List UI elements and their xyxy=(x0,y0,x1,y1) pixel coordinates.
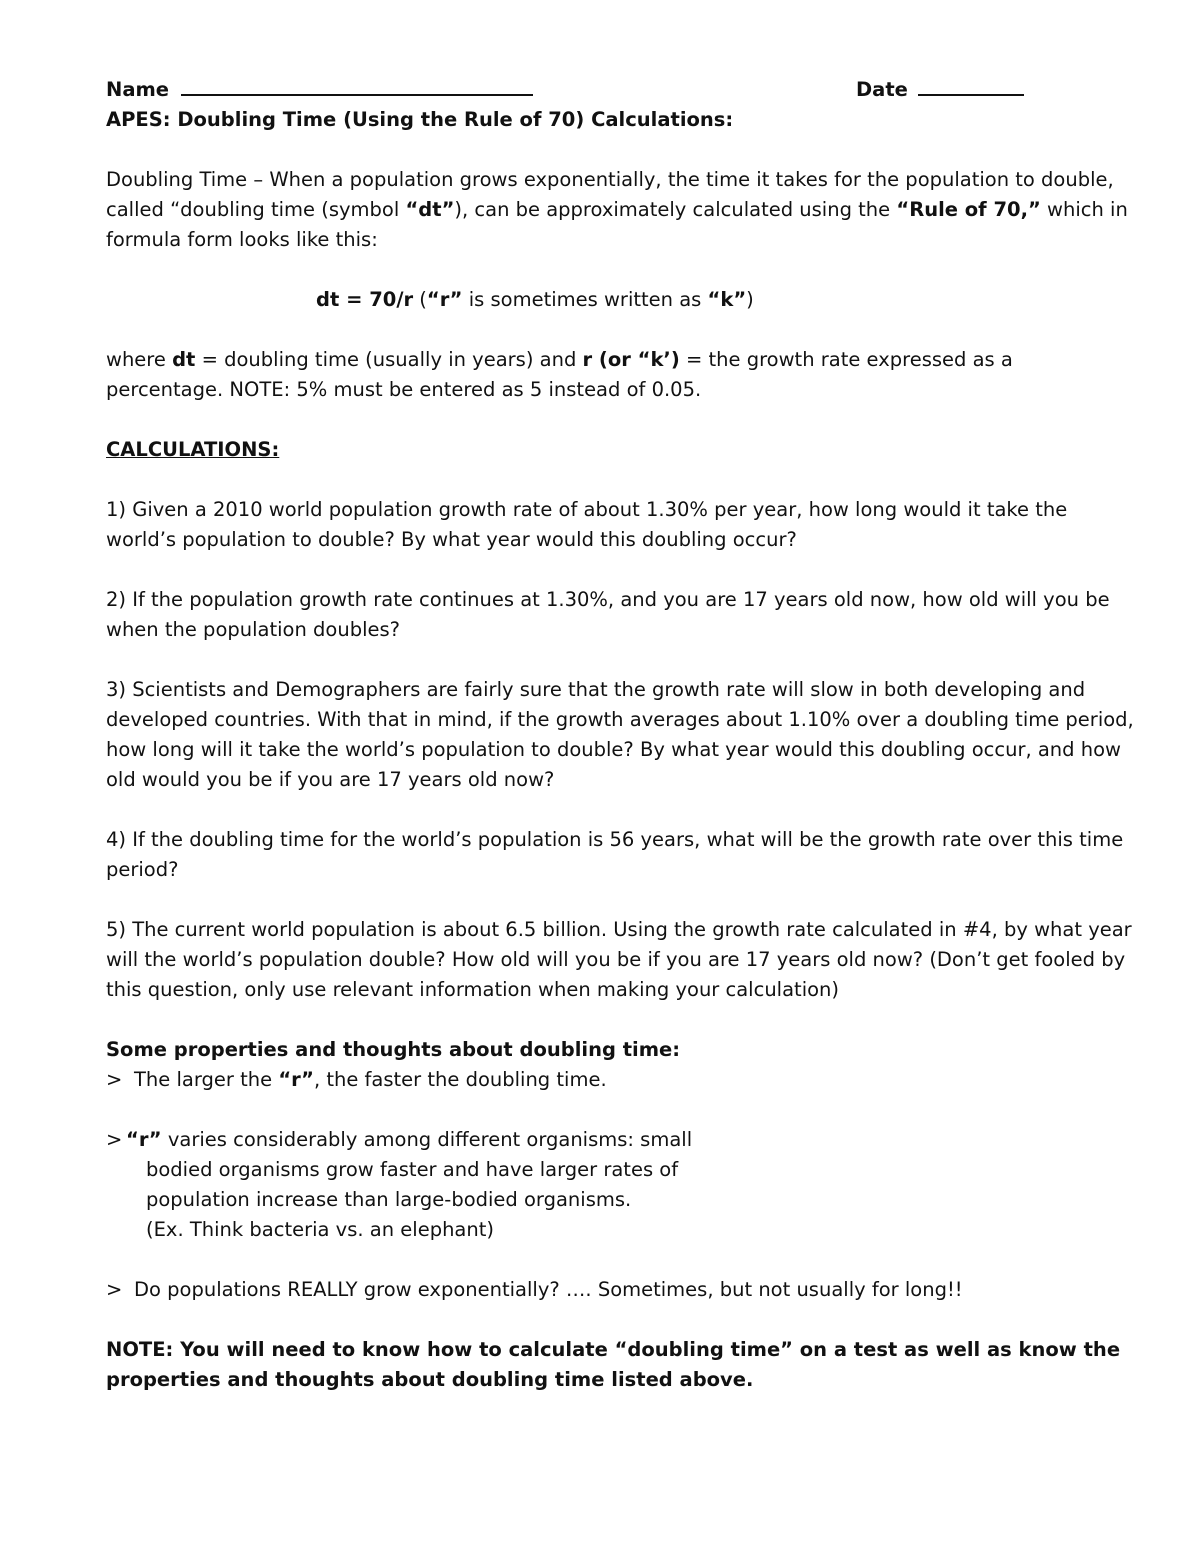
bullet-marker: > xyxy=(106,1128,123,1151)
formula-line: dt = 70/r (“r” is sometimes written as “k”) xyxy=(316,288,754,311)
name-blank-line xyxy=(181,72,533,96)
question-3: 3) Scientists and Demographers are fairly sure that the growth rate will slow in both developing and developed countries. With that in mind, if the growth averages about 1.10% over a doubling time period, how long will it take the world’s population to double? By what year would this doubling occur, and how old would you be if you are 17 years old now? xyxy=(106,678,1134,791)
definition-paragraph: where dt = doubling time (usually in years) and r (or “k’) = the growth rate expressed as a percentage. NOTE: 5% must be entered as 5 instead of 0.05. xyxy=(106,348,1013,401)
calculations-heading: CALCULATIONS: xyxy=(106,438,280,461)
intro-paragraph: Doubling Time – When a population grows exponentially, the time it takes for the population to double, called “doubling time (symbol “dt”), can be approximately calculated using the “Rule of 70,” which in formula form looks like this: xyxy=(106,168,1128,251)
date-label: Date xyxy=(856,78,908,101)
question-2: 2) If the population growth rate continues at 1.30%, and you are 17 years old now, how old will you be when the population doubles? xyxy=(106,588,1110,641)
rule-of-70-term: “Rule of 70,” xyxy=(896,198,1041,221)
bullet-marker: > xyxy=(106,1068,123,1091)
property-bullet-3: > Do populations REALLY grow exponentially? …. Sometimes, but not usually for long!! xyxy=(106,1275,1136,1305)
date-blank-line xyxy=(918,72,1024,96)
name-label: Name xyxy=(106,78,170,101)
property-bullet-1: > The larger the “r”, the faster the doubling time. xyxy=(106,1065,1136,1095)
property-bullet-2: > “r” varies considerably among different organisms: small bodied organisms grow faster and have larger rates of population increase than large-bodied organisms. (Ex. Think bacteria vs. an elephant) xyxy=(106,1125,1136,1245)
formula-main: dt = 70/r xyxy=(316,288,414,311)
bullet-marker: > xyxy=(106,1278,123,1301)
note-paragraph: NOTE: You will need to know how to calculate “doubling time” on a test as well as know the properties and thoughts about doubling time listed above. xyxy=(106,1338,1121,1391)
worksheet-title: APES: Doubling Time (Using the Rule of 70) Calculations: xyxy=(106,108,734,131)
worksheet xyxy=(106,72,1136,1395)
question-1: 1) Given a 2010 world population growth rate of about 1.30% per year, how long would it take the world’s population to double? By what year would this doubling occur? xyxy=(106,498,1068,551)
question-4: 4) If the doubling time for the world’s population is 56 years, what will be the growth rate over this time period? xyxy=(106,828,1124,881)
header-row xyxy=(106,72,1136,105)
date-field xyxy=(856,72,1024,105)
dt-term: “dt” xyxy=(405,198,455,221)
properties-heading: Some properties and thoughts about doubling time: xyxy=(106,1038,681,1061)
question-5: 5) The current world population is about 6.5 billion. Using the growth rate calculated in #4, by what year will the world’s population double? How old will you be if you are 17 years old now? (Don’t get fooled by this question, only use relevant information when making your calculation) xyxy=(106,918,1132,1001)
